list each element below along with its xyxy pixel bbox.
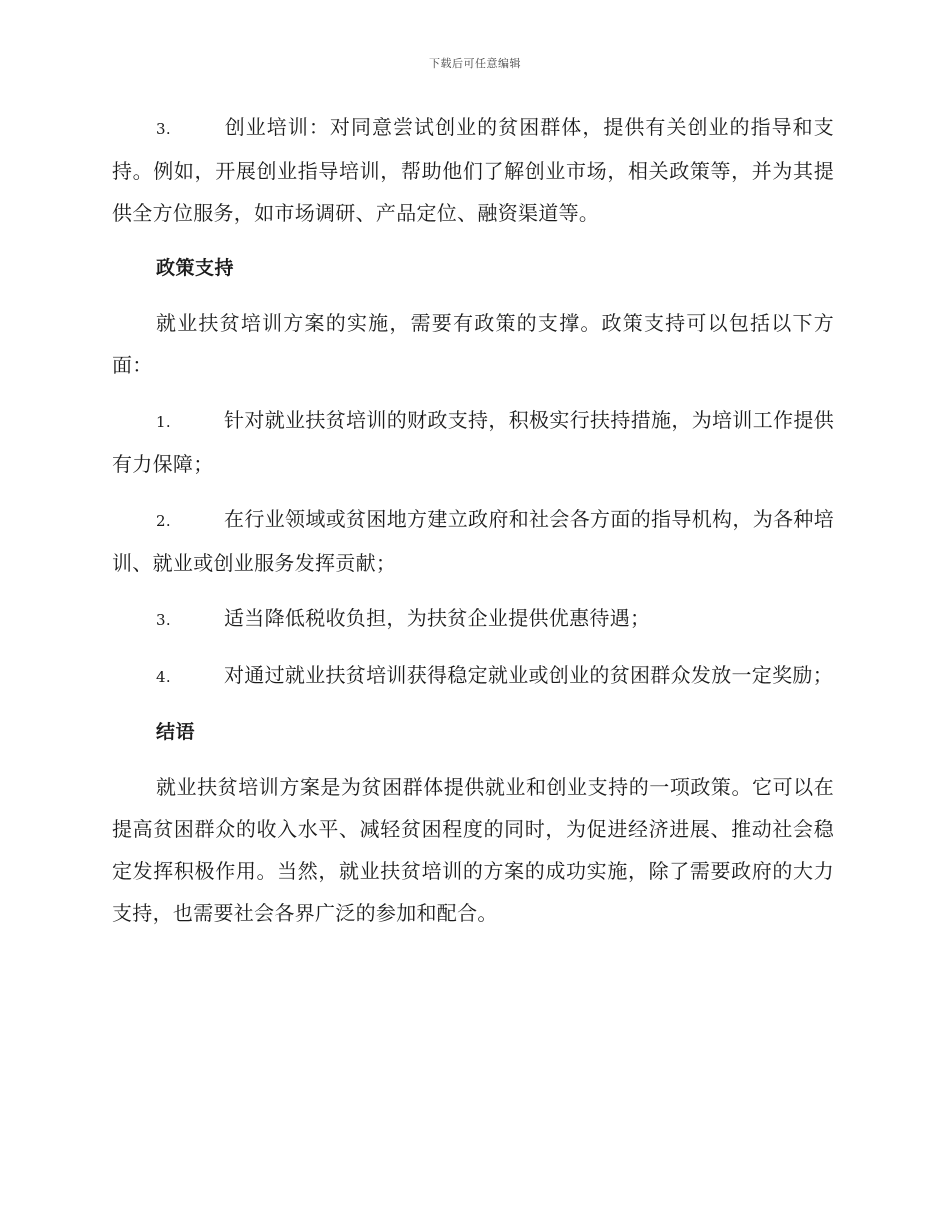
- list-item-text: 在行业领域或贫困地方建立政府和社会各方面的指导机构，为各种培训、就业或创业服务发挥贡献；: [112, 507, 834, 575]
- list-number: 3.: [156, 611, 171, 629]
- list-item-policy-4: [112, 654, 834, 698]
- document-body: [112, 106, 834, 947]
- list-number: 1.: [156, 413, 171, 431]
- list-item-policy-3: [112, 597, 834, 641]
- list-item-text: 适当降低税收负担，为扶贫企业提供优惠待遇；: [224, 606, 651, 630]
- paragraph-policy-intro: 就业扶贫培训方案的实施，需要有政策的支撑。政策支持可以包括以下方面：: [112, 311, 834, 377]
- page-header: 下载后可任意编辑: [429, 57, 521, 70]
- section-heading-conclusion: 结语: [156, 721, 196, 743]
- list-item-text: 对通过就业扶贫培训获得稳定就业或创业的贫困群众发放一定奖励；: [224, 663, 833, 687]
- list-number: 3.: [156, 120, 171, 138]
- list-item-policy-2: [112, 498, 834, 584]
- list-item-entrepreneurship-training: [112, 106, 834, 234]
- list-item-text: 针对就业扶贫培训的财政支持，积极实行扶持措施，为培训工作提供有力保障；: [112, 408, 834, 476]
- list-item-policy-1: [112, 399, 834, 485]
- paragraph-conclusion: 就业扶贫培训方案是为贫困群体提供就业和创业支持的一项政策。它可以在提高贫困群众的收入水平、减轻贫困程度的同时，为促进经济进展、推动社会稳定发挥积极作用。当然，就业扶贫培训的方案的成功实施，除了需要政府的大力支持，也需要社会各界广泛的参加和配合。: [112, 775, 834, 925]
- list-number: 2.: [156, 512, 171, 530]
- list-item-text: 创业培训：对同意尝试创业的贫困群体，提供有关创业的指导和支持。例如，开展创业指导培训，帮助他们了解创业市场，相关政策等，并为其提供全方位服务，如市场调研、产品定位、融资渠道等。: [112, 115, 834, 225]
- list-number: 4.: [156, 668, 171, 686]
- section-heading-policy: 政策支持: [156, 257, 235, 279]
